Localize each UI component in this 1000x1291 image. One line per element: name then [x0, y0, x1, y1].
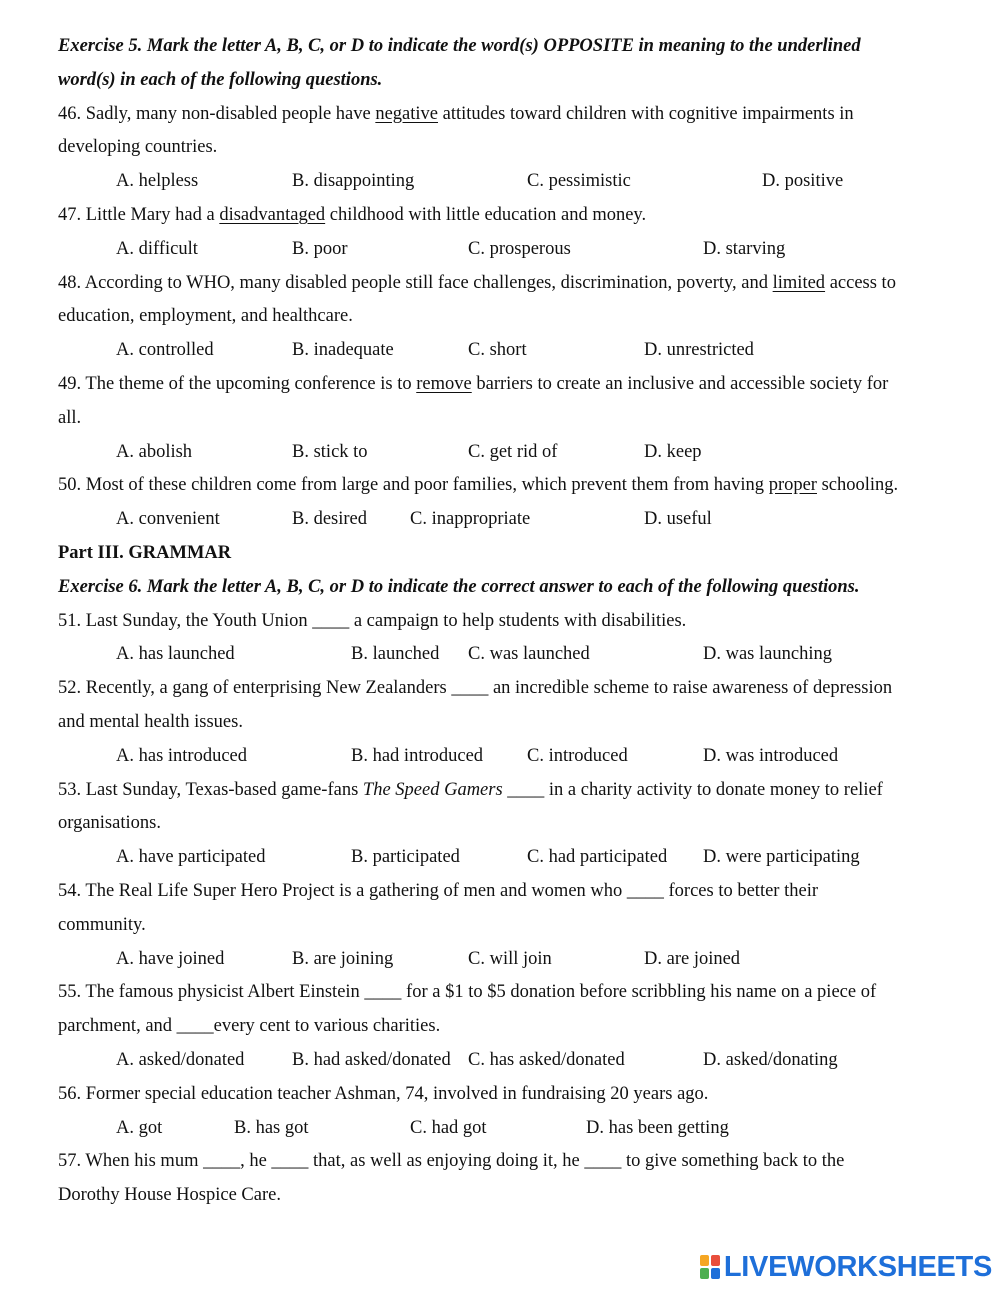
option-d[interactable]: D. was introduced — [703, 745, 839, 766]
option-b[interactable]: B. had introduced — [351, 745, 484, 766]
question-53-line2: organisations. — [58, 813, 161, 834]
underlined-word: negative — [375, 103, 439, 124]
question-48-options — [58, 334, 958, 368]
question-50: 50. Most of these children come from large and poor families, which prevent them from having proper schooling. — [58, 475, 899, 496]
option-a[interactable]: A. helpless — [116, 171, 199, 192]
underlined-word: limited — [772, 272, 826, 293]
part3-title: Part III. GRAMMAR — [58, 542, 232, 563]
option-b[interactable]: B. are joining — [292, 948, 394, 969]
option-d[interactable]: D. asked/donating — [703, 1049, 838, 1070]
question-53-options — [58, 841, 958, 875]
option-b[interactable]: B. launched — [351, 644, 440, 665]
question-51-options — [58, 638, 958, 672]
question-49-line2: all. — [58, 407, 82, 428]
option-c[interactable]: C. will join — [468, 948, 552, 969]
option-d[interactable]: D. are joined — [644, 948, 741, 969]
logo-square-1 — [700, 1255, 709, 1266]
option-d[interactable]: D. starving — [703, 238, 786, 259]
question-51: 51. Last Sunday, the Youth Union ____ a campaign to help students with disabilities. — [58, 610, 687, 631]
underlined-word: proper — [768, 475, 817, 496]
option-a[interactable]: A. difficult — [116, 238, 198, 259]
question-48: 48. According to WHO, many disabled people still face challenges, discrimination, poverty, and limited access to — [58, 272, 896, 293]
question-46: 46. Sadly, many non-disabled people have negative attitudes toward children with cognitive impairments in — [58, 103, 854, 124]
option-d[interactable]: D. positive — [762, 171, 844, 192]
logo-square-4 — [711, 1268, 720, 1279]
question-52: 52. Recently, a gang of enterprising New Zealanders ____ an incredible scheme to raise awareness of depression — [58, 678, 893, 699]
option-b[interactable]: B. has got — [234, 1117, 309, 1138]
question-47-options — [58, 233, 958, 267]
option-a[interactable]: A. has launched — [116, 644, 235, 665]
option-a[interactable]: A. abolish — [116, 441, 193, 462]
option-c[interactable]: C. was launched — [468, 644, 590, 665]
question-50-options — [58, 503, 958, 537]
logo-square-3 — [700, 1268, 709, 1279]
logo-mark-icon — [700, 1255, 720, 1279]
question-56-options — [58, 1112, 958, 1146]
question-52-line2: and mental health issues. — [58, 711, 243, 732]
underlined-word: disadvantaged — [219, 204, 326, 225]
option-c[interactable]: C. introduced — [527, 745, 628, 766]
option-c[interactable]: C. has asked/donated — [468, 1049, 625, 1070]
question-56: 56. Former special education teacher Ashman, 74, involved in fundraising 20 years ago. — [58, 1083, 709, 1104]
option-b[interactable]: B. had asked/donated — [292, 1049, 451, 1070]
option-c[interactable]: C. prosperous — [468, 238, 571, 259]
question-52-options — [58, 740, 958, 774]
option-a[interactable]: A. has introduced — [116, 745, 248, 766]
liveworksheets-logo[interactable] — [700, 1249, 992, 1285]
option-c[interactable]: C. inappropriate — [410, 509, 531, 530]
option-c[interactable]: C. get rid of — [468, 441, 558, 462]
option-b[interactable]: B. inadequate — [292, 340, 394, 361]
exercise5-heading-line2: word(s) in each of the following questions. — [58, 69, 383, 90]
option-d[interactable]: D. unrestricted — [644, 340, 754, 361]
question-55-line2: parchment, and ____every cent to various charities. — [58, 1016, 441, 1037]
option-b[interactable]: B. poor — [292, 238, 348, 259]
logo-square-2 — [711, 1255, 720, 1266]
option-b[interactable]: B. desired — [292, 509, 368, 530]
option-a[interactable]: A. convenient — [116, 509, 220, 530]
option-a[interactable]: A. have participated — [116, 847, 266, 868]
option-d[interactable]: D. has been getting — [586, 1117, 729, 1138]
option-a[interactable]: A. got — [116, 1117, 163, 1138]
option-d[interactable]: D. was launching — [703, 644, 832, 665]
question-57: 57. When his mum ____, he ____ that, as well as enjoying doing it, he ____ to give something back to the — [58, 1151, 845, 1172]
question-53: 53. Last Sunday, Texas-based game-fans The Speed Gamers ____ in a charity activity to donate money to relief — [58, 779, 883, 800]
option-c[interactable]: C. had got — [410, 1117, 487, 1138]
underlined-word: remove — [416, 373, 472, 394]
logo-text: LIVEWORKSHEETS — [723, 1250, 992, 1283]
exercise6-heading: Exercise 6. Mark the letter A, B, C, or D to indicate the correct answer to each of the following questions. — [58, 576, 860, 597]
option-a[interactable]: A. have joined — [116, 948, 225, 969]
option-b[interactable]: B. participated — [351, 847, 460, 868]
option-b[interactable]: B. stick to — [292, 441, 368, 462]
question-54-options — [58, 943, 958, 977]
italic-title: The Speed Gamers — [362, 779, 503, 800]
option-c[interactable]: C. short — [468, 340, 527, 361]
question-55-options — [58, 1044, 958, 1078]
option-a[interactable]: A. asked/donated — [116, 1049, 245, 1070]
option-d[interactable]: D. were participating — [703, 847, 860, 868]
question-49-options — [58, 436, 958, 470]
worksheet-page — [58, 30, 958, 1213]
question-54-line2: community. — [58, 914, 146, 935]
option-c[interactable]: C. pessimistic — [527, 171, 631, 192]
option-b[interactable]: B. disappointing — [292, 171, 415, 192]
question-55: 55. The famous physicist Albert Einstein ____ for a $1 to $5 donation before scribbling his name on a piece of — [58, 982, 877, 1003]
question-47: 47. Little Mary had a disadvantaged childhood with little education and money. — [58, 204, 647, 225]
question-49: 49. The theme of the upcoming conference is to remove barriers to create an inclusive and accessible society for — [58, 373, 889, 394]
option-c[interactable]: C. had participated — [527, 847, 668, 868]
option-d[interactable]: D. useful — [644, 509, 712, 530]
question-48-line2: education, employment, and healthcare. — [58, 306, 353, 327]
option-a[interactable]: A. controlled — [116, 340, 214, 361]
exercise5-heading-line1: Exercise 5. Mark the letter A, B, C, or D to indicate the word(s) OPPOSITE in meaning to the underlined — [58, 36, 861, 56]
question-54: 54. The Real Life Super Hero Project is a gathering of men and women who ____ forces to better their — [58, 880, 818, 901]
question-46-options — [58, 165, 958, 199]
option-d[interactable]: D. keep — [644, 441, 702, 462]
question-57-line2: Dorothy House Hospice Care. — [58, 1185, 281, 1206]
question-46-line2: developing countries. — [58, 137, 218, 158]
